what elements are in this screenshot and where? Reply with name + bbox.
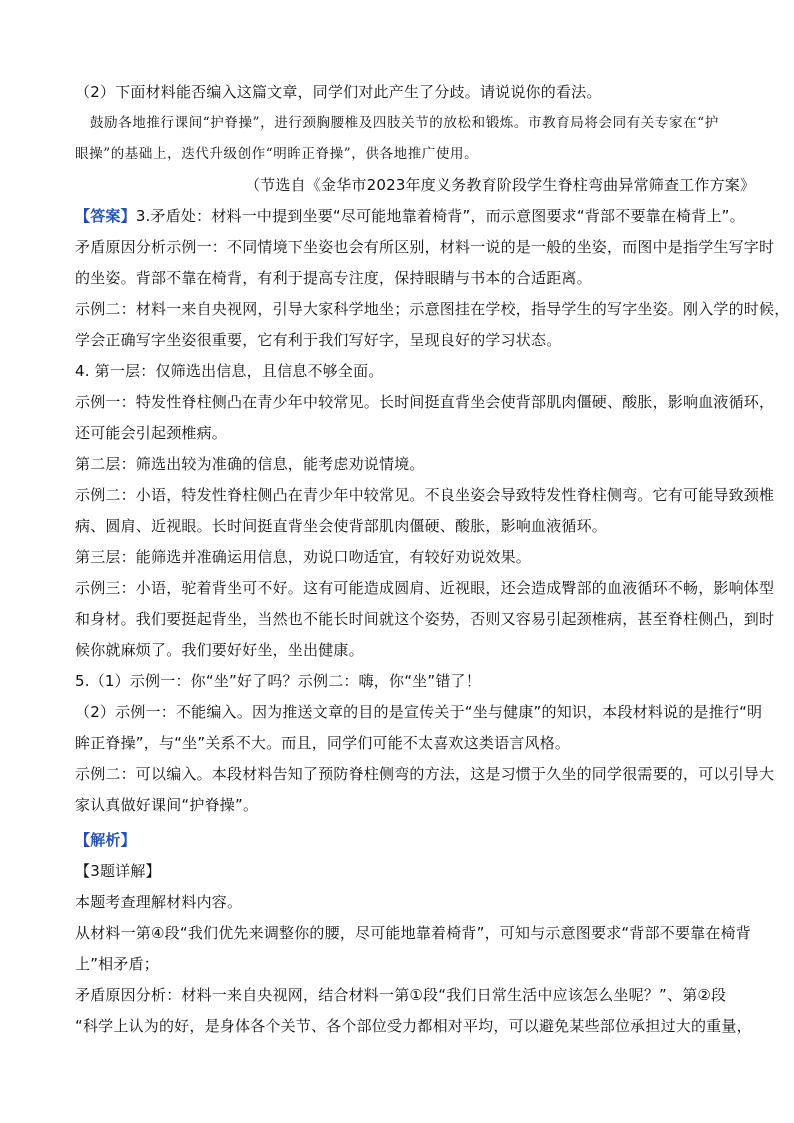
material-quote-line: 眼操”的基础上，迭代升级创作“明眸正脊操”，供各地推广使用。 <box>75 146 479 162</box>
answer-line: 第三层：能筛选并准确运用信息，劝说口吻适宜，有较好劝说效果。 <box>75 548 532 566</box>
answer-first-line <box>75 206 745 226</box>
answer-line: 的坐姿。背部不靠在椅背，有利于提高专注度，保持眼睛与书本的合适距离。 <box>75 269 592 287</box>
answer-line: 示例二：材料一来自央视网，引导大家科学地坐；示意图挂在学校，指导学生的写字坐姿。刚入学的时候， <box>75 300 790 318</box>
analysis-subheading: 【3题详解】 <box>75 862 161 880</box>
answer-line: 候你就麻烦了。我们要好好坐，坐出健康。 <box>75 641 364 659</box>
answer-line: 还可能会引起颈椎病。 <box>75 424 228 442</box>
analysis-line: 矛盾原因分析：材料一来自央视网，结合材料一第①段“我们日常生活中应该怎么坐呢？”、第②段 <box>75 986 727 1004</box>
answer-line: 矛盾原因分析示例一：不同情境下坐姿也会有所区别，材料一说的是一般的坐姿，而图中是指学生写字时 <box>75 238 775 256</box>
answer-line: 4. 第一层：仅筛选出信息，且信息不够全面。 <box>75 362 384 380</box>
answer-line: （2）示例一：不能编入。因为推送文章的目的是宣传关于“坐与健康”的知识，本段材料说的是推行“明 <box>75 703 763 721</box>
material-quote-line: 鼓励各地推行课间“护脊操”，进行颈胸腰椎及四肢关节的放松和锻炼。市教育局将会同有关专家在“护 <box>90 115 719 131</box>
material-source: （节选自《金华市2023年度义务教育阶段学生脊柱弯曲异常筛查工作方案》 <box>245 176 756 194</box>
answer-line: 眸正脊操”，与“坐”关系不大。而且，同学们可能不太喜欢这类语言风格。 <box>75 734 571 752</box>
answer-line: 家认真做好课间“护脊操”。 <box>75 796 259 814</box>
analysis-label: 【解析】 <box>75 831 136 849</box>
analysis-line: 从材料一第④段“我们优先来调整你的腰，尽可能地靠着椅背”，可知与示意图要求“背部不要靠在椅背 <box>75 924 751 942</box>
answer-label: 【答案】 <box>75 207 136 225</box>
answer-line: 3.矛盾处：材料一中提到坐要“尽可能地靠着椅背”，而示意图要求“背部不要靠在椅背上”。 <box>135 207 745 225</box>
answer-line: 第二层：筛选出较为准确的信息，能考虑劝说情境。 <box>75 455 425 473</box>
answer-line: 学会正确写字坐姿很重要，它有利于我们写好字，呈现良好的学习状态。 <box>75 331 562 349</box>
answer-line: 示例二：小语，特发性脊柱侧凸在青少年中较常见。不良坐姿会导致特发性脊柱侧弯。它有可能导致颈椎 <box>75 486 775 504</box>
answer-line: 病、圆肩、近视眼。长时间挺直背坐会使背部肌肉僵硬、酸胀，影响血液循环。 <box>75 517 608 535</box>
answer-line: 示例二：可以编入。本段材料告知了预防脊柱侧弯的方法，这是习惯于久坐的同学很需要的，可以引导大 <box>75 765 775 783</box>
answer-line: 5.（1）示例一：你“坐”好了吗？示例二：嗨，你“坐”错了！ <box>75 672 481 690</box>
analysis-line: “科学上认为的好，是身体各个关节、各个部位受力都相对平均，可以避免某些部位承担过大的重量， <box>75 1017 752 1035</box>
analysis-line: 本题考查理解材料内容。 <box>75 893 243 911</box>
answer-line: 示例一：特发性脊柱侧凸在青少年中较常见。长时间挺直背坐会使背部肌肉僵硬、酸胀，影响血液循环， <box>75 393 775 411</box>
answer-line: 示例三：小语，驼着背坐可不好。这有可能造成圆肩、近视眼，还会造成臀部的血液循环不畅，影响体型 <box>75 579 775 597</box>
answer-line: 和身材。我们要挺起背坐，当然也不能长时间就这个姿势，否则又容易引起颈椎病，甚至脊柱侧凸，到时 <box>75 610 775 628</box>
analysis-line: 上”相矛盾； <box>75 955 159 973</box>
question-5-part-2: （2）下面材料能否编入这篇文章，同学们对此产生了分歧。请说说你的看法。 <box>75 83 602 101</box>
